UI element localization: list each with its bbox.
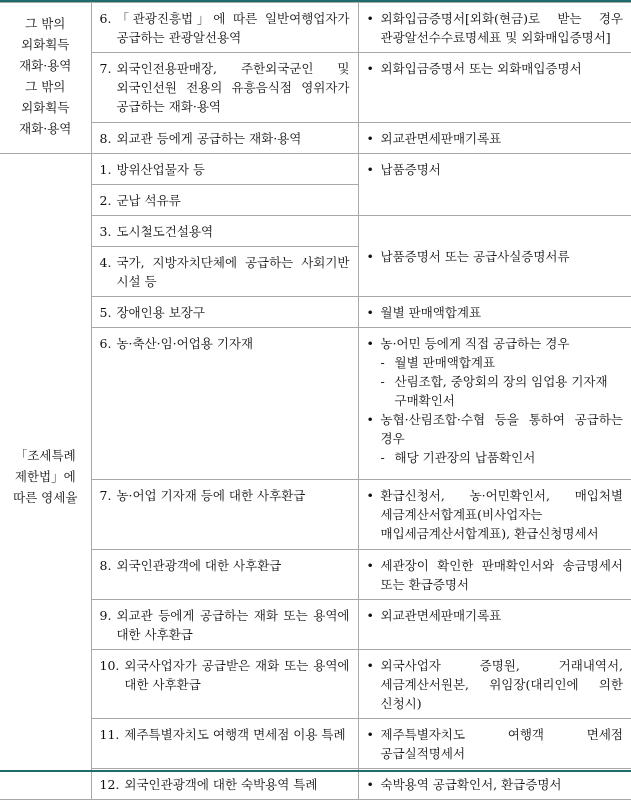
table-row xyxy=(0,154,631,185)
table-row xyxy=(0,123,631,154)
item-cell xyxy=(91,53,358,123)
doc-text: 농·어민 등에게 직접 공급하는 경우 xyxy=(380,336,570,351)
item-number: 7. xyxy=(99,61,112,76)
zero-rate-documents-table xyxy=(0,2,631,800)
doc-subtext: 월별 판매액합계표 xyxy=(394,355,496,370)
category-cell-tax-special xyxy=(0,154,91,800)
item-text: 외국인관광객에 대한 사후환급 xyxy=(116,558,282,573)
docs-cell xyxy=(358,53,631,123)
docs-cell xyxy=(358,650,631,719)
bullet-icon: • xyxy=(366,658,374,673)
item-text: 농·어업 기자재 등에 대한 사후환급 xyxy=(116,488,306,503)
item-text: 국가, 지방자치단체에 공급하는 사회기반 시설 등 xyxy=(116,255,350,289)
doc-text: 월별 판매액합계표 xyxy=(380,305,482,320)
item-number: 3. xyxy=(99,224,112,239)
item-number: 5. xyxy=(99,305,112,320)
docs-cell xyxy=(358,3,631,53)
table-row xyxy=(0,480,631,550)
bullet-icon: • xyxy=(366,608,374,623)
item-cell xyxy=(91,247,358,297)
item-number: 6. xyxy=(99,11,112,26)
item-text: 농·축산·임·어업용 기자재 xyxy=(116,336,254,351)
dash-icon: - xyxy=(380,374,385,389)
bullet-icon: • xyxy=(366,249,374,264)
docs-cell xyxy=(358,480,631,550)
item-cell xyxy=(91,600,358,650)
bullet-icon: • xyxy=(366,162,374,177)
item-cell xyxy=(91,480,358,550)
item-number: 11. xyxy=(99,727,120,742)
item-number: 6. xyxy=(99,336,112,351)
table-row xyxy=(0,769,631,800)
table-row xyxy=(0,600,631,650)
docs-cell xyxy=(358,216,631,297)
doc-text: 외국사업자 증명원, 거래내역서, 세금계산서원본, 위임장(대리인에 의한 신청시) xyxy=(380,658,623,711)
item-cell xyxy=(91,154,358,185)
doc-text: 납품증명서 또는 공급사실증명서류 xyxy=(380,249,570,264)
docs-cell xyxy=(358,154,631,216)
doc-text: 숙박용역 공급확인서, 환급증명서 xyxy=(380,777,562,792)
category-line: 외화획득 xyxy=(21,100,70,115)
category-line: 「조세특례 xyxy=(14,448,76,463)
doc-subtext: 해당 기관장의 납품확인서 xyxy=(394,450,536,465)
item-cell xyxy=(91,650,358,719)
dash-icon: - xyxy=(380,355,385,370)
doc-text: 외교관면세판매기록표 xyxy=(380,608,502,623)
item-text: 방위산업물자 등 xyxy=(116,162,205,177)
item-cell xyxy=(91,185,358,216)
table-row xyxy=(0,650,631,719)
item-number: 7. xyxy=(99,488,112,503)
bullet-icon: • xyxy=(366,488,374,503)
bullet-icon: • xyxy=(366,305,374,320)
table-row xyxy=(0,328,631,480)
bullet-icon: • xyxy=(366,727,374,742)
docs-cell xyxy=(358,719,631,769)
item-text: 군납 석유류 xyxy=(116,193,181,208)
category-line: 제한법」에 xyxy=(14,469,76,484)
item-number: 4. xyxy=(99,255,112,270)
item-text: 외국인관광객에 대한 숙박용역 특례 xyxy=(124,777,318,792)
category-line: 외화획득 xyxy=(21,37,70,52)
item-cell xyxy=(91,297,358,328)
docs-cell xyxy=(358,769,631,800)
table-row xyxy=(0,53,631,123)
doc-text: 외교관면세판매기록표 xyxy=(380,131,502,146)
bullet-icon: • xyxy=(366,61,374,76)
item-number: 8. xyxy=(99,131,112,146)
category-cell-foreign-currency xyxy=(0,3,91,154)
item-number: 8. xyxy=(99,558,112,573)
item-number: 10. xyxy=(99,658,120,673)
item-text: 외교관 등에게 공급하는 재화·용역 xyxy=(116,131,302,146)
docs-cell xyxy=(358,328,631,480)
docs-cell xyxy=(358,123,631,154)
item-cell xyxy=(91,550,358,600)
item-number: 2. xyxy=(99,193,112,208)
doc-text: 외화입금증명서 또는 외화매입증명서 xyxy=(380,61,582,76)
item-text: 외국인전용판매장, 주한외국군인 및 외국인선원 전용의 유흥음식점 영위자가 공급하는 재화·용역 xyxy=(116,61,350,114)
bullet-icon: • xyxy=(366,11,374,26)
bullet-icon: • xyxy=(366,558,374,573)
category-line: 그 밖의 xyxy=(25,16,66,31)
bullet-icon: • xyxy=(366,336,374,351)
category-line: 그 밖의 xyxy=(25,79,66,94)
doc-text: 환급신청서, 농·어민확인서, 매입처별 세금계산서합계표(비사업자는 매입세금계산서합계표), 환급신청명세서 xyxy=(380,488,623,541)
item-cell xyxy=(91,216,358,247)
item-text: 외교관 등에게 공급하는 재화 또는 용역에 대한 사후환급 xyxy=(116,608,350,642)
doc-subtext: 산림조합, 중앙회의 장의 임업용 기자재 구매확인서 xyxy=(394,374,608,408)
item-text: 외국사업자가 공급받은 재화 또는 용역에 대한 사후환급 xyxy=(124,658,350,692)
item-text: 「관광진흥법」에 따른 일반여행업자가 공급하는 관광알선용역 xyxy=(116,11,350,45)
dash-icon: - xyxy=(380,450,385,465)
item-cell xyxy=(91,123,358,154)
doc-text: 세관장이 확인한 판매확인서와 송금명세서 또는 환급증명서 xyxy=(380,558,623,592)
bullet-icon: • xyxy=(366,777,374,792)
bullet-icon: • xyxy=(366,412,374,427)
doc-text: 제주특별자치도 여행객 면세점 공급실적명세서 xyxy=(380,727,623,761)
item-number: 12. xyxy=(99,777,120,792)
item-number: 1. xyxy=(99,162,112,177)
item-cell xyxy=(91,3,358,53)
table-row xyxy=(0,3,631,53)
docs-cell xyxy=(358,600,631,650)
bullet-icon: • xyxy=(366,131,374,146)
item-cell xyxy=(91,719,358,769)
item-cell xyxy=(91,769,358,800)
doc-text: 외화입금증명서[외화(현금)로 받는 경우 관광알선수수료명세표 및 외화매입증명서] xyxy=(380,11,623,45)
docs-cell xyxy=(358,297,631,328)
table-row xyxy=(0,719,631,769)
item-text: 제주특별자치도 여행객 면세점 이용 특례 xyxy=(124,727,346,742)
category-line: 따른 영세율 xyxy=(13,490,78,505)
category-line: 재화·용역 xyxy=(19,121,72,136)
doc-text: 납품증명서 xyxy=(380,162,441,177)
table-row xyxy=(0,216,631,247)
docs-cell xyxy=(358,550,631,600)
doc-text: 농협·산림조합·수협 등을 통하여 공급하는 경우 xyxy=(380,412,623,446)
table-row xyxy=(0,297,631,328)
item-cell xyxy=(91,328,358,480)
table-row xyxy=(0,550,631,600)
item-text: 장애인용 보장구 xyxy=(116,305,205,320)
category-line: 재화·용역 xyxy=(19,58,72,73)
item-text: 도시철도건설용역 xyxy=(116,224,214,239)
item-number: 9. xyxy=(99,608,112,623)
